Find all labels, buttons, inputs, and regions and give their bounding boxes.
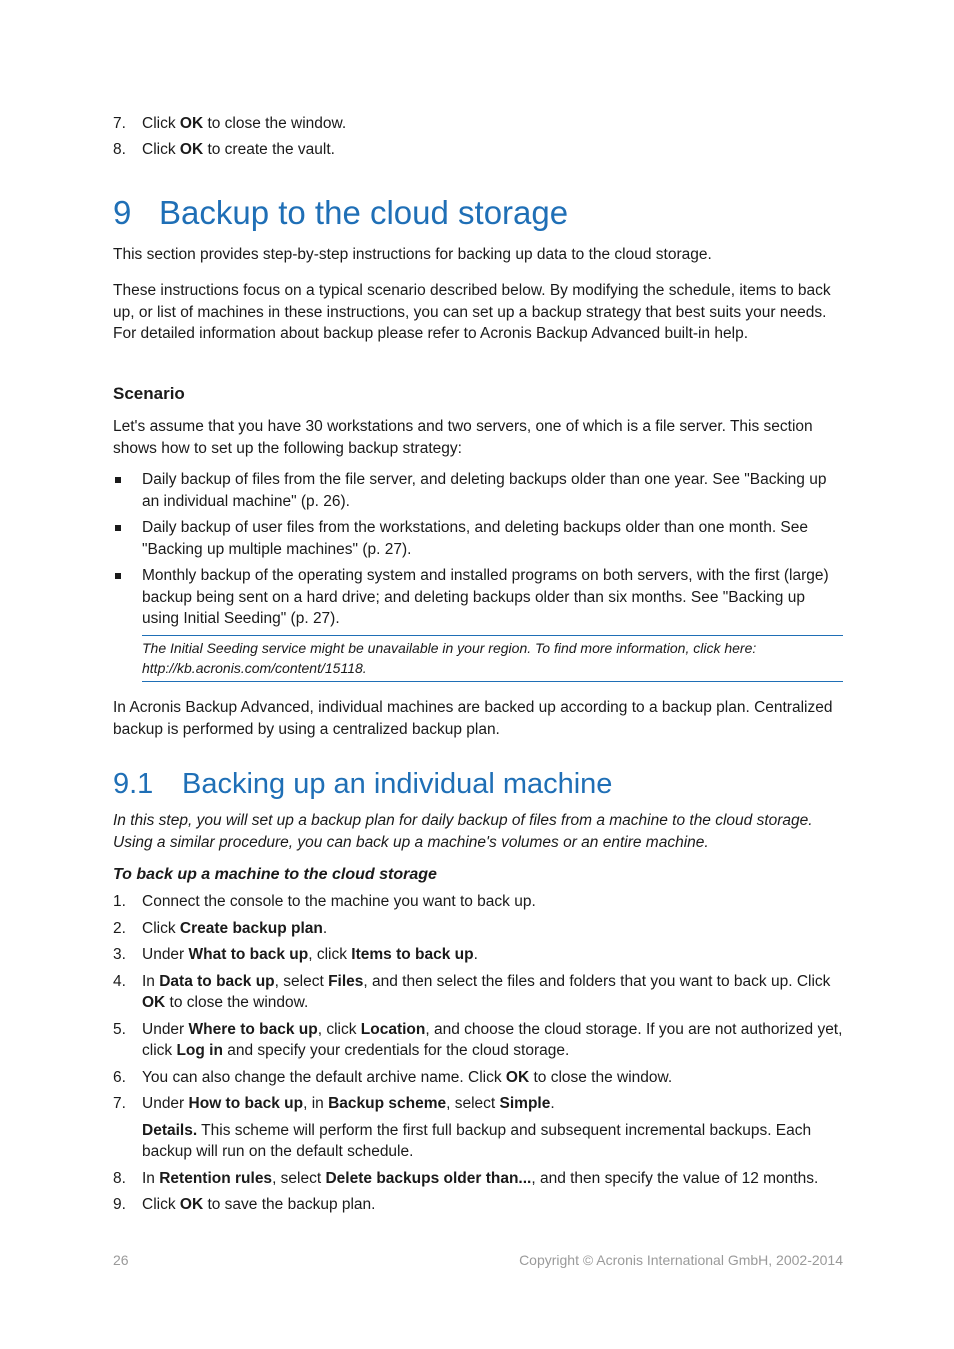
section-title: Backing up an individual machine [182, 768, 613, 800]
step-item: 4. In Data to back up, select Files, and then select the files and folders that you want to back up. Click OK to close the window. [113, 972, 831, 1011]
chapter-intro-2: These instructions focus on a typical scenario described below. By modifying the schedule, items to back up, or list of machines in these instructions, you can set up a backup strategy that best suits your needs. For detailed information about backup please refer to Acronis Backup Advanced built-in help. [113, 282, 831, 342]
bullet-item: Daily backup of files from the file server, and deleting backups older than one year. See "Backing up an individual machine" (p. 26). [113, 469, 843, 512]
section-number: 9.1 [113, 768, 154, 800]
section-heading [113, 766, 612, 802]
scenario-text: Let's assume that you have 30 workstations and two servers, one of which is a file server. This section shows how to set up the following backup strategy: [113, 418, 813, 457]
bullet-item: Monthly backup of the operating system and installed programs on both servers, with the first (large) backup being sent on a hard drive; and deleting backups older than six months. See "Backing up using Initial Seeding" (p. 27). [113, 565, 843, 630]
step-item: 1. Connect the console to the machine you want to back up. [113, 893, 536, 910]
procedure-step-list [113, 891, 843, 1216]
page-number: 26 [113, 1252, 129, 1268]
chapter-heading [113, 193, 568, 233]
step-item: 5. Under Where to back up, click Location, and choose the cloud storage. If you are not authorized yet, click Log in and specify your credentials for the cloud storage. [113, 1020, 843, 1059]
page-footer [113, 1250, 843, 1272]
bullet-item: Daily backup of user files from the workstations, and deleting backups older than one month. See "Backing up multiple machines" (p. 27). [113, 517, 843, 560]
section-intro: In this step, you will set up a backup plan for daily backup of files from a machine to the cloud storage. Using a similar procedure, you can back up a machine's volumes or an entire machine. [113, 812, 813, 851]
step-item: 8. In Retention rules, select Delete backups older than..., and then specify the value of 12 months. [113, 1169, 819, 1187]
step-item: 7. Under How to back up, in Backup scheme, select Simple. [113, 1095, 555, 1112]
bullet-marker [115, 477, 121, 483]
list-item: 7. Click OK to close the window. [113, 113, 843, 135]
procedure-title: To back up a machine to the cloud storage [113, 866, 437, 883]
list-item: 8. Click OK to create the vault. [113, 139, 843, 161]
scenario-heading: Scenario [113, 384, 185, 403]
bullet-marker [115, 525, 121, 531]
list-number: 8. [113, 141, 126, 158]
step-item: 9. Click OK to save the backup plan. [113, 1196, 376, 1213]
copyright-text: Copyright © Acronis International GmbH, 2002-2014 [519, 1252, 843, 1268]
chapter-title: Backup to the cloud storage [159, 194, 569, 231]
chapter-number: 9 [113, 194, 132, 231]
step-item: 3. Under What to back up, click Items to back up. [113, 946, 478, 963]
step-details: Details. This scheme will perform the first full backup and subsequent incremental backups. Each backup will run on the default schedule. [142, 1121, 812, 1160]
bullet-marker [115, 573, 121, 579]
step-item: 2. Click Create backup plan. [113, 919, 328, 937]
step-item: 6. You can also change the default archive name. Click OK to close the window. [113, 1068, 673, 1086]
top-step-list [113, 113, 843, 161]
note-box: The Initial Seeding service might be unavailable in your region. To find more information, click here: http://kb.acronis.com/content/15118. [142, 635, 843, 682]
scenario-after-text: In Acronis Backup Advanced, individual machines are backed up according to a backup plan. Centralized backup is performed by using a centralized backup plan. [113, 699, 833, 738]
list-number: 7. [113, 115, 126, 132]
scenario-bullet-list [113, 469, 843, 682]
chapter-intro-1: This section provides step-by-step instructions for backing up data to the cloud storage. [113, 246, 712, 263]
